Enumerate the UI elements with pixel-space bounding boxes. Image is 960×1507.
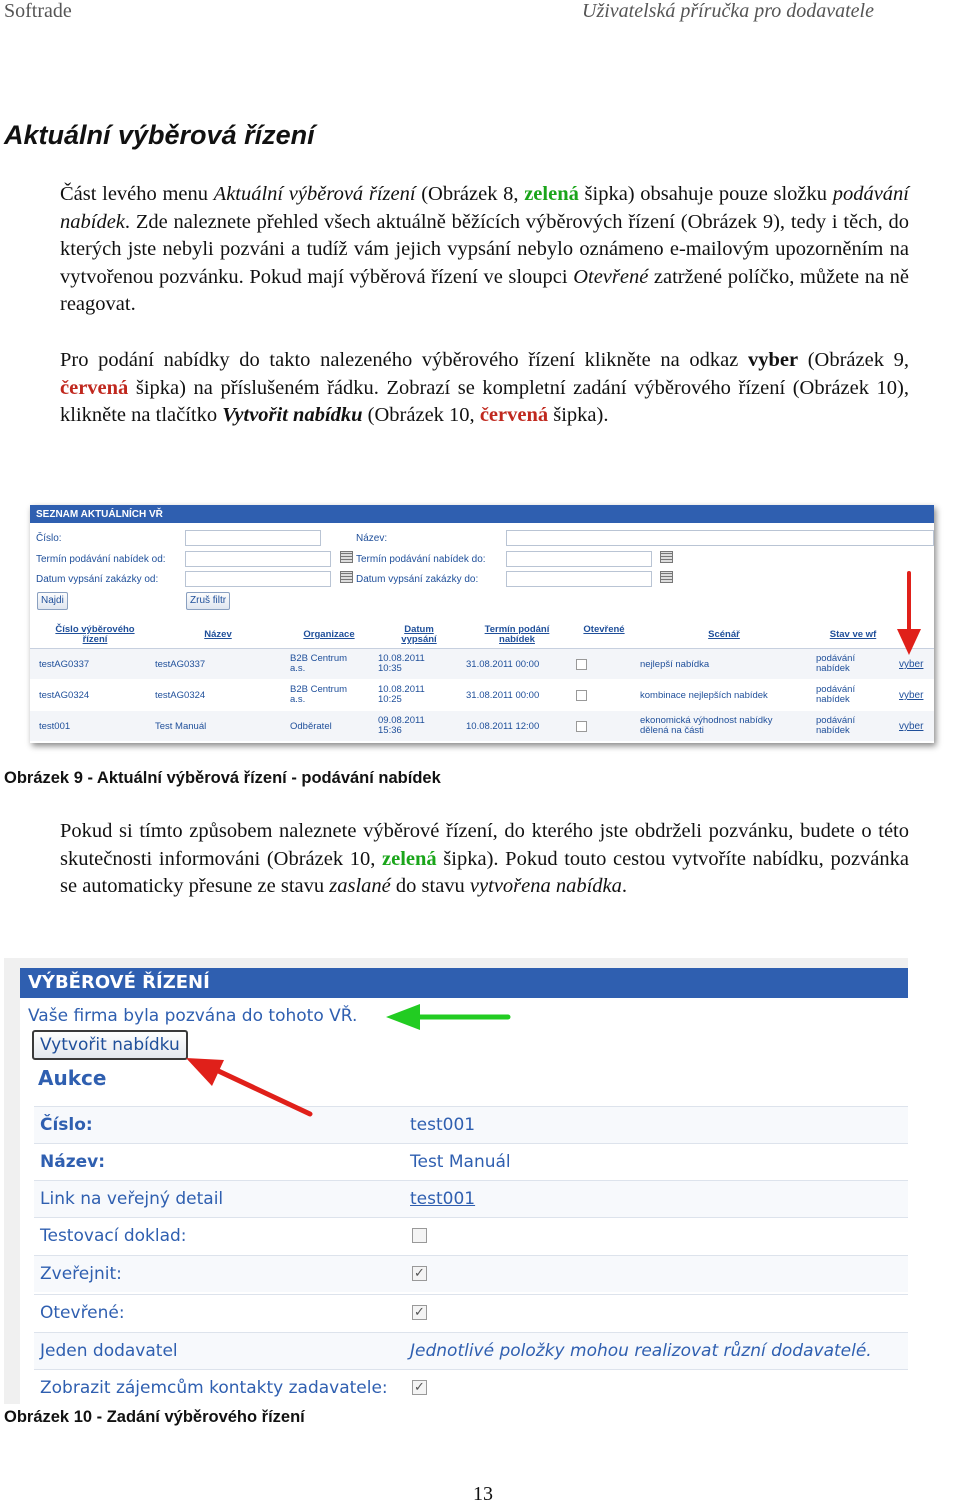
calendar-icon[interactable] [340,571,353,583]
col-header-datum[interactable]: Datum vypsání [401,624,437,645]
cell-cislo: test001 [39,721,71,732]
find-button[interactable]: Najdi [37,592,68,610]
input-datum-do[interactable] [506,571,652,587]
cell-nazev: testAG0337 [155,659,206,670]
select-link[interactable]: vyber [899,721,924,732]
auction-heading: Aukce [38,1066,107,1090]
cell-stav: podávání nabídek [816,684,856,705]
section-title: Aktuální výběrová řízení [4,120,315,150]
detail-label: Link na veřejný detail [40,1189,224,1209]
col-header-otevrene[interactable]: Otevřené [583,624,625,635]
cell-organizace: Odběratel [290,721,332,732]
checkbox-test-document [412,1228,427,1243]
list-title-bar: SEZNAM AKTUÁLNÍCH VŘ [30,505,934,523]
detail-row [34,1294,908,1331]
detail-label: Název: [40,1152,106,1172]
detail-row [34,1369,908,1404]
cell-datum: 10.08.2011 10:25 [378,684,425,705]
cell-scenar: nejlepší nabídka [640,659,710,670]
input-termin-od[interactable] [185,551,331,567]
detail-row [34,1255,908,1292]
col-header-organizace[interactable]: Organizace [303,629,355,640]
detail-label: Zveřejnit: [40,1264,122,1284]
header-right: Uživatelská příručka pro dodavatele [582,0,874,22]
cell-datum: 09.08.2011 15:36 [378,715,425,736]
figure-10-caption: Obrázek 10 - Zadání výběrového řízení [4,1408,305,1426]
checkbox-otevrene[interactable] [576,690,587,701]
input-termin-do[interactable] [506,551,652,567]
checkbox-open: ✓ [412,1305,427,1320]
cell-scenar: kombinace nejlepších nabídek [640,690,768,701]
cell-organizace: B2B Centrum a.s. [290,653,348,674]
detail-label: Testovací doklad: [40,1226,187,1246]
table-row [30,680,934,710]
detail-value: Jednotlivé položky mohou realizovat různí dodavatelé. [410,1341,872,1361]
create-offer-button[interactable]: Vytvořit nabídku [32,1030,188,1060]
figure-9-screenshot [30,505,934,743]
cell-datum: 10.08.2011 10:35 [378,653,425,674]
detail-value: test001 [410,1115,476,1135]
cell-cislo: testAG0324 [39,690,90,701]
cell-stav: podávání nabídek [816,653,856,674]
red-arrow-icon [182,1054,322,1124]
label-cislo: Číslo: [36,533,62,544]
input-cislo[interactable] [185,530,321,546]
calendar-icon[interactable] [340,551,353,563]
col-header-scenar[interactable]: Scénář [708,629,740,640]
figure-9-caption: Obrázek 9 - Aktuální výběrová řízení - podávání nabídek [4,769,441,787]
paragraph-3: Pokud si tímto způsobem naleznete výběrové řízení, do kterého jste obdrželi pozvánku, budete o této skutečnosti informováni (Obrázek 10, zelená šipka). Pokud touto cestou vytvoříte nabídku, pozvánka se automaticky přesune ze stavu zaslané do stavu vytvořena nabídka. [60,820,909,897]
label-termin-od: Termín podávání nabídek od: [36,554,166,565]
cell-termin: 10.08.2011 12:00 [466,721,540,732]
checkbox-otevrene[interactable] [576,721,587,732]
detail-row [34,1106,908,1143]
cell-organizace: B2B Centrum a.s. [290,684,348,705]
detail-label: Číslo: [40,1115,93,1135]
cell-termin: 31.08.2011 00:00 [466,690,540,701]
detail-label: Jeden dodavatel [40,1341,178,1361]
select-link[interactable]: vyber [899,690,924,701]
header-left: Softrade [4,0,72,22]
paragraph-2: Pro podání nabídky do takto nalezeného výběrového řízení klikněte na odkaz vyber (Obrázek 9, červená šipka) na příslušeném řádku. Zobrazí se kompletní zadání výběrového řízení (Obrázek 10), klikněte na tlačítko Vytvořit nabídku (Obrázek 10, červená šipka). [60,349,909,426]
cell-nazev: testAG0324 [155,690,206,701]
detail-row [34,1332,908,1369]
figure-10-screenshot [4,958,908,1404]
red-arrow-icon [894,569,924,659]
detail-label: Zobrazit zájemcům kontakty zadavatele: [40,1378,388,1398]
calendar-icon[interactable] [660,571,673,583]
calendar-icon[interactable] [660,551,673,563]
detail-row [34,1217,908,1254]
clear-filter-button[interactable]: Zruš filtr [186,592,230,610]
paragraph-1: Část levého menu Aktuální výběrová řízení (Obrázek 8, zelená šipka) obsahuje pouze složku podávání nabídek. Zde naleznete přehled všech aktuálně běžících výběrových řízení (Obrázek 9), tedy i těch, do kterých jste nebyli pozváni a tudíž vám jejich vypsání nebylo oznámeno e-mailovým upozorněním na vytvořenou pozvánku. Pokud mají výběrová řízení ve sloupci Otevřené zatržené políčko, můžete na ně reagovat. [60,183,909,315]
input-nazev[interactable] [506,530,934,546]
detail-row [34,1143,908,1180]
col-header-termin[interactable]: Termín podání nabídek [484,624,550,645]
label-nazev: Název: [356,533,388,544]
page-number: 13 [473,1483,493,1505]
checkbox-otevrene[interactable] [576,659,587,670]
cell-stav: podávání nabídek [816,715,856,736]
green-arrow-icon [384,998,514,1038]
checkbox-publish: ✓ [412,1266,427,1281]
label-datum-do: Datum vypsání zakázky do: [356,574,479,585]
detail-row [34,1180,908,1217]
detail-value: Test Manuál [410,1152,511,1172]
detail-title-bar: VÝBĚROVÉ ŘÍZENÍ [20,968,908,998]
cell-nazev: Test Manuál [155,721,207,732]
table-row [30,649,934,679]
cell-scenar: ekonomická výhodnost nabídky dělená na části [640,715,773,736]
input-datum-od[interactable] [185,571,331,587]
cell-termin: 31.08.2011 00:00 [466,659,540,670]
cell-cislo: testAG0337 [39,659,90,670]
label-termin-do: Termín podávání nabídek do: [356,554,486,565]
col-header-cislo[interactable]: Číslo výběrového řízení [55,624,135,645]
select-link[interactable]: vyber [899,659,924,670]
invitation-notice: Vaše firma byla pozvána do tohoto VŘ. [28,1006,358,1026]
public-detail-link[interactable]: test001 [410,1189,476,1209]
col-header-nazev[interactable]: Název [204,629,232,640]
detail-label: Otevřené: [40,1303,125,1323]
label-datum-od: Datum vypsání zakázky od: [36,574,159,585]
checkbox-show-contacts: ✓ [412,1380,427,1395]
table-row [30,711,934,741]
col-header-stav[interactable]: Stav ve wf [829,629,877,640]
